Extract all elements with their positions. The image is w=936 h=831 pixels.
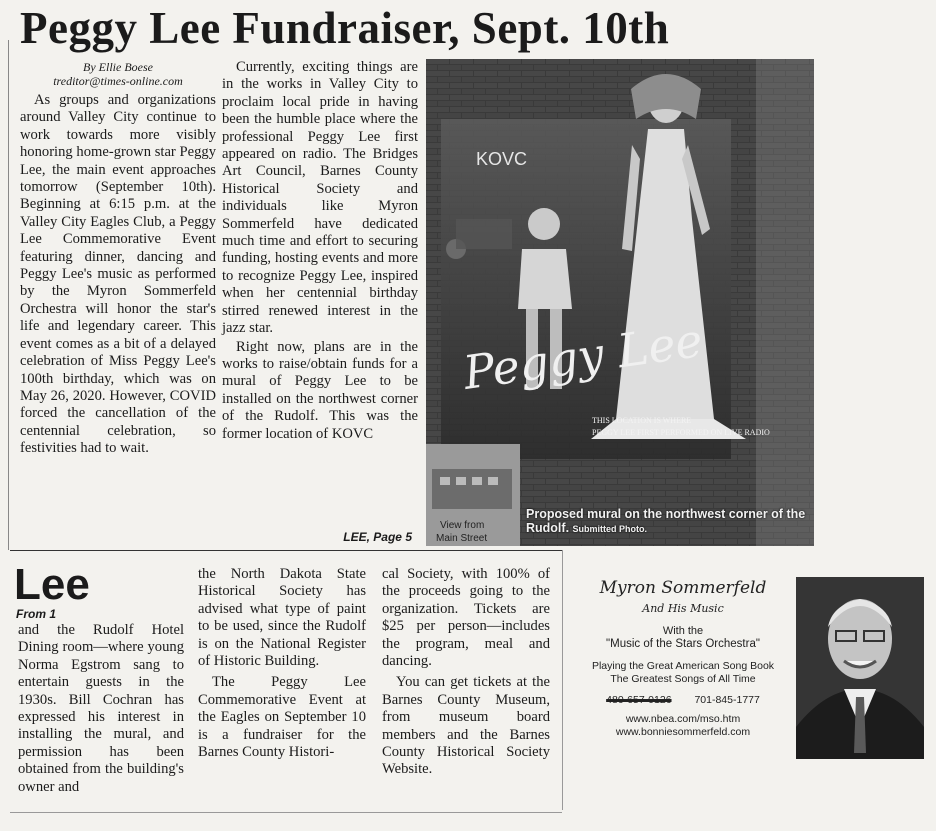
photo-caption bbox=[526, 507, 812, 536]
article-paragraph: and the Rudolf Hotel Dining room—where young Norma Egstrom sang to entertain guests in the 1930s. Bill Cochran has expressed his interest in installing the mural, and permission has been obtained from the building's owner and bbox=[18, 622, 184, 795]
mural-photo-image bbox=[426, 59, 814, 546]
ad-subtitle: And His Music bbox=[642, 602, 724, 615]
article-column-1 bbox=[20, 92, 216, 458]
column-rule bbox=[8, 40, 9, 550]
section-divider bbox=[10, 550, 562, 551]
article-paragraph: Right now, plans are in the works to raise/obtain funds for a mural of Peggy Lee to be installed on the northwest corner of the Rudolf. This was the former location of KOVC bbox=[222, 338, 418, 442]
ad-with: With the bbox=[662, 625, 704, 637]
peggy-lee-signature: Peggy Lee bbox=[460, 312, 706, 400]
mural-photo bbox=[426, 59, 814, 546]
ad-phone: 701-845-1777 bbox=[694, 694, 760, 706]
article-paragraph: the North Dakota State Historical Society has advised what type of paint to be used, since the Rudolf is on the National Register of Historic Building. bbox=[198, 566, 366, 670]
jump-column-3 bbox=[382, 566, 550, 779]
headline: Peggy Lee Fundraiser, Sept. 10th bbox=[20, 3, 670, 53]
advertisement bbox=[578, 578, 788, 739]
jump-from[interactable]: From 1 bbox=[16, 607, 57, 621]
article-paragraph: You can get tickets at the Barnes County Museum, from museum board members and the Barnes County Historical Society Website. bbox=[382, 674, 550, 778]
ad-old-phone: 480-657-0126 bbox=[606, 694, 672, 706]
byline bbox=[20, 60, 216, 88]
article-paragraph: As groups and organizations around Valley City continue to work towards more visibly honoring home-grown star Peggy Lee, the main event approaches tomorrow (September 10th). Beginning at 6:15 p.m. at the Valley City Eagles Club, a Peggy Lee Commemorative Event featuring dinner, dancing and Peggy Lee's music as performed by the Myron Sommerfeld Orchestra will honor the star's life and legendary career. This event comes as a bit of a delayed celebration of Miss Peggy Lee's 100th birthday, which was on May 26, 2020. However, COVID forced the cancellation of the centennial celebration, so festivities had to wait. bbox=[20, 92, 216, 457]
section-divider bbox=[10, 812, 562, 813]
jump-headline: Lee bbox=[14, 560, 90, 609]
byline-author: By Ellie Boese bbox=[83, 60, 153, 74]
kovc-sign: KOVC bbox=[476, 149, 528, 169]
plaque-line-1: THIS LOCATION IS WHERE bbox=[592, 416, 692, 425]
portrait-image bbox=[796, 577, 924, 759]
caption-credit: Submitted Photo. bbox=[572, 524, 648, 534]
ad-website-2[interactable]: www.bonniesommerfeld.com bbox=[615, 726, 751, 738]
jump-line[interactable]: LEE, Page 5 bbox=[343, 530, 412, 544]
article-column-2 bbox=[222, 59, 418, 443]
ad-line-1: Playing the Great American Song Book bbox=[591, 660, 775, 672]
portrait-photo bbox=[796, 577, 924, 759]
jump-column-1 bbox=[18, 622, 184, 796]
jump-column-2 bbox=[198, 566, 366, 761]
byline-email: treditor@times-online.com bbox=[53, 74, 183, 88]
article-paragraph: The Peggy Lee Commemorative Event at the Eagles on September 10 is a fundraiser for the Barnes County Histori- bbox=[198, 674, 366, 761]
column-rule bbox=[562, 550, 563, 810]
ad-name: Myron Sommerfeld bbox=[599, 578, 767, 598]
ad-orchestra: "Music of the Stars Orchestra" bbox=[606, 638, 760, 650]
article-paragraph: Currently, exciting things are in the works in Valley City to proclaim local pride in having been the humble place where the professional Peggy Lee first appeared on radio. The Bridges Art Council, Barnes County Historical Society and individuals like Myron Sommerfeld have dedicated much time and effort to securing funding, hosting events and more to recognize Peggy Lee, inspired when her centennial birthday stirred renewed interest in the jazz star. bbox=[222, 59, 418, 337]
plaque-line-2: PEGGY LEE FIRST PERFORMED ON LIVE RADIO bbox=[592, 428, 770, 437]
ad-website-1[interactable]: www.nbea.com/mso.htm bbox=[625, 713, 741, 725]
caption-main: Proposed mural on the northwest corner of the Rudolf. bbox=[526, 507, 806, 535]
ad-line-2: The Greatest Songs of All Time bbox=[610, 673, 756, 685]
article-paragraph: cal Society, with 100% of the proceeds going to the organization. Tickets are $25 per person—includes the program, meal and dancing. bbox=[382, 566, 550, 670]
inset-label-1: View from bbox=[440, 520, 485, 531]
inset-label-2: Main Street bbox=[436, 533, 488, 544]
